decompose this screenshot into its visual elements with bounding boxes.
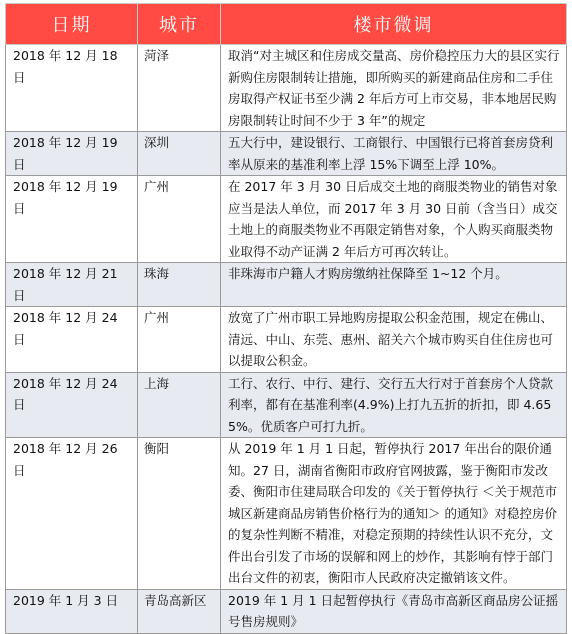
policy-cell: 从 2019 年 1 月 1 日起，暂停执行 2017 年出台的限价通知。27 日，湖南省衡阳市政府官网披露，鉴于衡阳市发改委、衡阳市住建局联合印发的《关于暂停执行 ＜关于规范市城区新建商品房销售价格行为的通知＞ 的通知》对稳控房价的复杂性判断不精准，对稳定预期的持续性认识不充分，文件出台引发了市场的误解和网上的炒作，其影响有悖于部门出台文件的初衷，衡阳市人民政府决定撤销该文件。 <box>221 438 567 590</box>
city-cell: 深圳 <box>138 132 221 176</box>
column-header-date: 日期 <box>6 4 138 45</box>
table-header-row <box>6 4 567 45</box>
city-cell: 广州 <box>138 176 221 263</box>
city-cell: 上海 <box>138 372 221 438</box>
date-cell: 2018 年 12 月 24 日 <box>6 372 138 438</box>
table-row <box>6 372 567 438</box>
city-cell: 菏泽 <box>138 45 221 132</box>
city-cell: 珠海 <box>138 263 221 307</box>
city-cell: 衡阳 <box>138 438 221 590</box>
policy-cell: 在 2017 年 3 月 30 日后成交土地的商服类物业的销售对象应当是法人单位，而 2017 年 3 月 30 日前（含当日）成交土地上的商服类物业不再限定销售对象，个人购买商服类物业取得不动产证满 2 年后方可再次转让。 <box>221 176 567 263</box>
date-cell: 2019 年 1 月 3 日 <box>6 589 138 633</box>
policy-cell: 放宽了广州市职工异地购房提取公积金范围，规定在佛山、清远、中山、东莞、惠州、韶关六个城市购买自住住房也可以提取公积金。 <box>221 307 567 373</box>
table-row <box>6 45 567 132</box>
policy-cell: 工行、农行、中行、建行、交行五大行对于首套房个人贷款利率，都有在基准利率(4.9%)上打九五折的折扣，即 4.655%。优质客户可打九折。 <box>221 372 567 438</box>
table-row <box>6 438 567 590</box>
table-row <box>6 132 567 176</box>
housing-policy-table <box>5 3 567 634</box>
policy-cell: 2019 年 1 月 1 日起暂停执行《青岛市高新区商品房公证摇号售房规则》 <box>221 589 567 633</box>
date-cell: 2018 年 12 月 19 日 <box>6 176 138 263</box>
table-row <box>6 176 567 263</box>
policy-table-container <box>5 3 566 634</box>
date-cell: 2018 年 12 月 19 日 <box>6 132 138 176</box>
date-cell: 2018 年 12 月 21 日 <box>6 263 138 307</box>
policy-cell: 五大行中，建设银行、工商银行、中国银行已将首套房贷利率从原来的基准利率上浮 15%下调至上浮 10%。 <box>221 132 567 176</box>
policy-cell: 非珠海市户籍人才购房缴纳社保降至 1~12 个月。 <box>221 263 567 307</box>
date-cell: 2018 年 12 月 26 日 <box>6 438 138 590</box>
policy-cell: 取消“对主城区和住房成交量高、房价稳控压力大的县区实行新购住房限制转让措施，即所购买的新建商品住房和二手住房取得产权证书至少满 2 年后方可上市交易，非本地居民购房限制转让时间不少于 3 年”的规定 <box>221 45 567 132</box>
table-row <box>6 263 567 307</box>
column-header-city: 城市 <box>138 4 221 45</box>
date-cell: 2018 年 12 月 24 日 <box>6 307 138 373</box>
column-header-policy: 楼市微调 <box>221 4 567 45</box>
date-cell: 2018 年 12 月 18 日 <box>6 45 138 132</box>
table-row <box>6 589 567 633</box>
table-row <box>6 307 567 373</box>
city-cell: 广州 <box>138 307 221 373</box>
city-cell: 青岛高新区 <box>138 589 221 633</box>
